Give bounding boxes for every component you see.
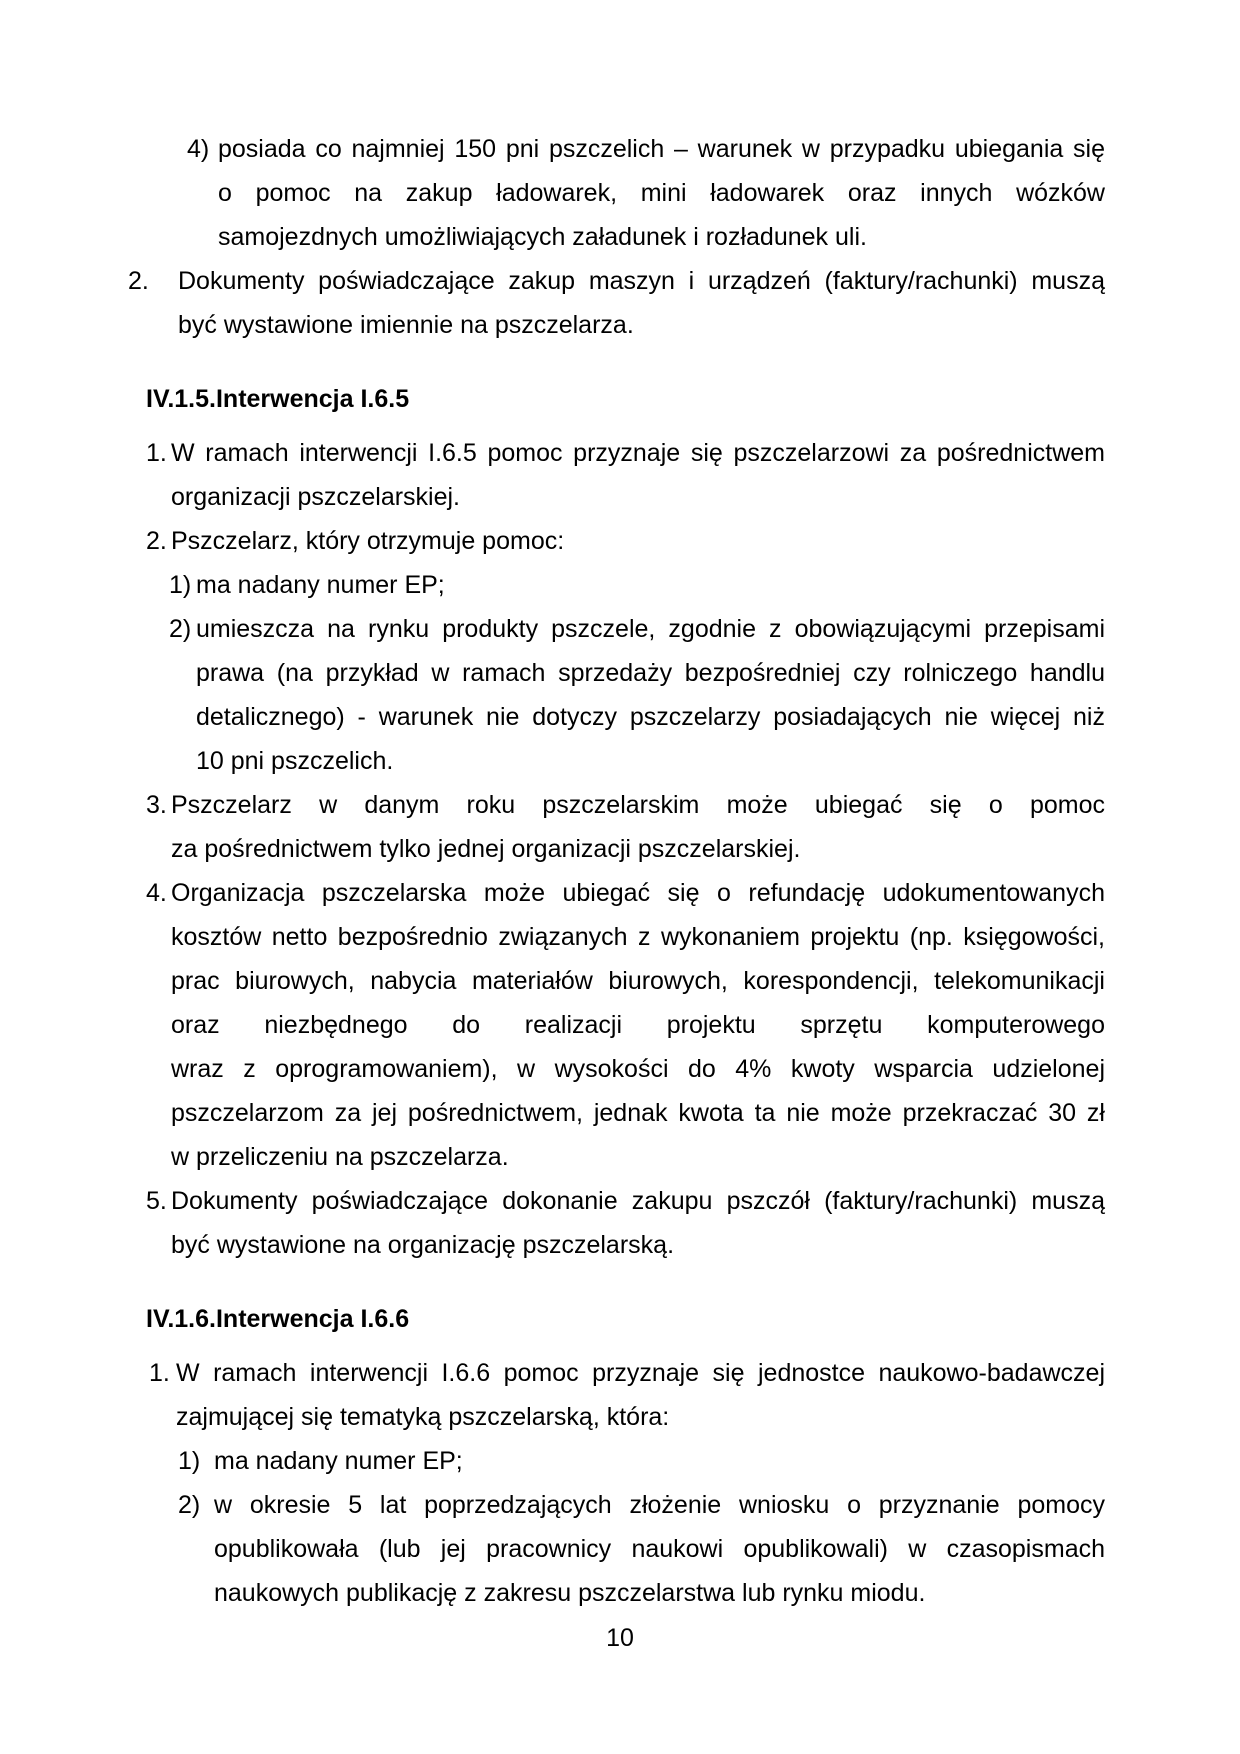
list-marker: 5. xyxy=(146,1187,167,1215)
text-line: wraz z oprogramowaniem), w wysokości do 4% kwoty wsparcia udzielonej xyxy=(171,1055,1105,1083)
list-item xyxy=(146,783,1105,871)
text-line: pszczelarzom za jej pośrednictwem, jednak kwota ta nie może przekraczać 30 zł xyxy=(171,1099,1105,1127)
text-line: posiada co najmniej 150 pni pszczelich – warunek w przypadku ubiegania się xyxy=(218,135,1105,163)
text-line: W ramach interwencji I.6.6 pomoc przyznaje się jednostce naukowo-badawczej xyxy=(176,1359,1105,1387)
text-line: 10 pni pszczelich. xyxy=(196,747,394,775)
text-line: prac biurowych, nabycia materiałów biurowych, korespondencji, telekomunikacji xyxy=(171,967,1105,995)
list-marker: 2. xyxy=(128,267,149,295)
text-line: oraz niezbędnego do realizacji projektu sprzętu komputerowego xyxy=(171,1011,1105,1039)
list-marker: 2. xyxy=(146,527,167,555)
text-line: W ramach interwencji I.6.5 pomoc przyznaje się pszczelarzowi za pośrednictwem xyxy=(171,439,1105,467)
text-line: o pomoc na zakup ładowarek, mini ładowarek oraz innych wózków xyxy=(218,179,1105,207)
text-line: Pszczelarz, który otrzymuje pomoc: xyxy=(171,527,565,555)
sub-list-item xyxy=(169,563,1105,607)
list-marker: 2) xyxy=(178,1491,201,1519)
list-item xyxy=(146,871,1105,1179)
text-line: detalicznego) - warunek nie dotyczy pszczelarzy posiadających nie więcej niż xyxy=(196,703,1105,731)
text-line: samojezdnych umożliwiających załadunek i rozładunek uli. xyxy=(218,223,867,251)
sub-list-item xyxy=(187,127,1105,259)
document-body xyxy=(0,127,1240,1615)
text-line: opublikowała (lub jej pracownicy naukowi opublikowali) w czasopismach xyxy=(214,1535,1105,1563)
list-item xyxy=(146,431,1105,519)
text-line: Dokumenty poświadczające dokonanie zakupu pszczół (faktury/rachunki) muszą xyxy=(171,1187,1105,1215)
section-heading: IV.1.5.Interwencja I.6.5 xyxy=(146,385,410,413)
text-line: naukowych publikację z zakresu pszczelarstwa lub rynku miodu. xyxy=(214,1579,926,1607)
text-line: być wystawione na organizację pszczelarską. xyxy=(171,1231,675,1259)
list-item xyxy=(149,1351,1105,1439)
sub-list-item xyxy=(169,607,1105,783)
list-marker: 1. xyxy=(149,1359,170,1387)
list-item xyxy=(128,259,1105,347)
text-line: za pośrednictwem tylko jednej organizacji pszczelarskiej. xyxy=(171,835,801,863)
text-line: prawa (na przykład w ramach sprzedaży bezpośredniej czy rolniczego handlu xyxy=(196,659,1105,687)
text-line: Pszczelarz w danym roku pszczelarskim może ubiegać się o pomoc xyxy=(171,791,1105,819)
sub-list-item xyxy=(178,1439,1105,1483)
text-line: umieszcza na rynku produkty pszczele, zgodnie z obowiązującymi przepisami xyxy=(196,615,1105,643)
section-heading: IV.1.6.Interwencja I.6.6 xyxy=(146,1305,410,1333)
text-line: w okresie 5 lat poprzedzających złożenie wniosku o przyznanie pomocy xyxy=(214,1491,1105,1519)
page-number: 10 xyxy=(606,1624,634,1652)
list-marker: 4) xyxy=(187,135,210,163)
list-item xyxy=(146,519,1105,563)
text-line: zajmującej się tematyką pszczelarską, która: xyxy=(176,1403,670,1431)
text-line: być wystawione imiennie na pszczelarza. xyxy=(178,311,634,339)
sub-list-item xyxy=(178,1483,1105,1615)
list-marker: 1. xyxy=(146,439,167,467)
list-marker: 3. xyxy=(146,791,167,819)
text-line: Organizacja pszczelarska może ubiegać się o refundację udokumentowanych xyxy=(171,879,1105,907)
text-line: ma nadany numer EP; xyxy=(196,571,445,599)
list-marker: 1) xyxy=(178,1447,201,1475)
text-line: Dokumenty poświadczające zakup maszyn i urządzeń (faktury/rachunki) muszą xyxy=(178,267,1105,295)
text-line: w przeliczeniu na pszczelarza. xyxy=(171,1143,509,1171)
text-line: ma nadany numer EP; xyxy=(214,1447,463,1475)
text-line: kosztów netto bezpośrednio związanych z wykonaniem projektu (np. księgowości, xyxy=(171,923,1105,951)
text-line: organizacji pszczelarskiej. xyxy=(171,483,461,511)
list-marker: 4. xyxy=(146,879,167,907)
list-marker: 2) xyxy=(169,615,192,643)
list-item xyxy=(146,1179,1105,1267)
list-marker: 1) xyxy=(169,571,192,599)
